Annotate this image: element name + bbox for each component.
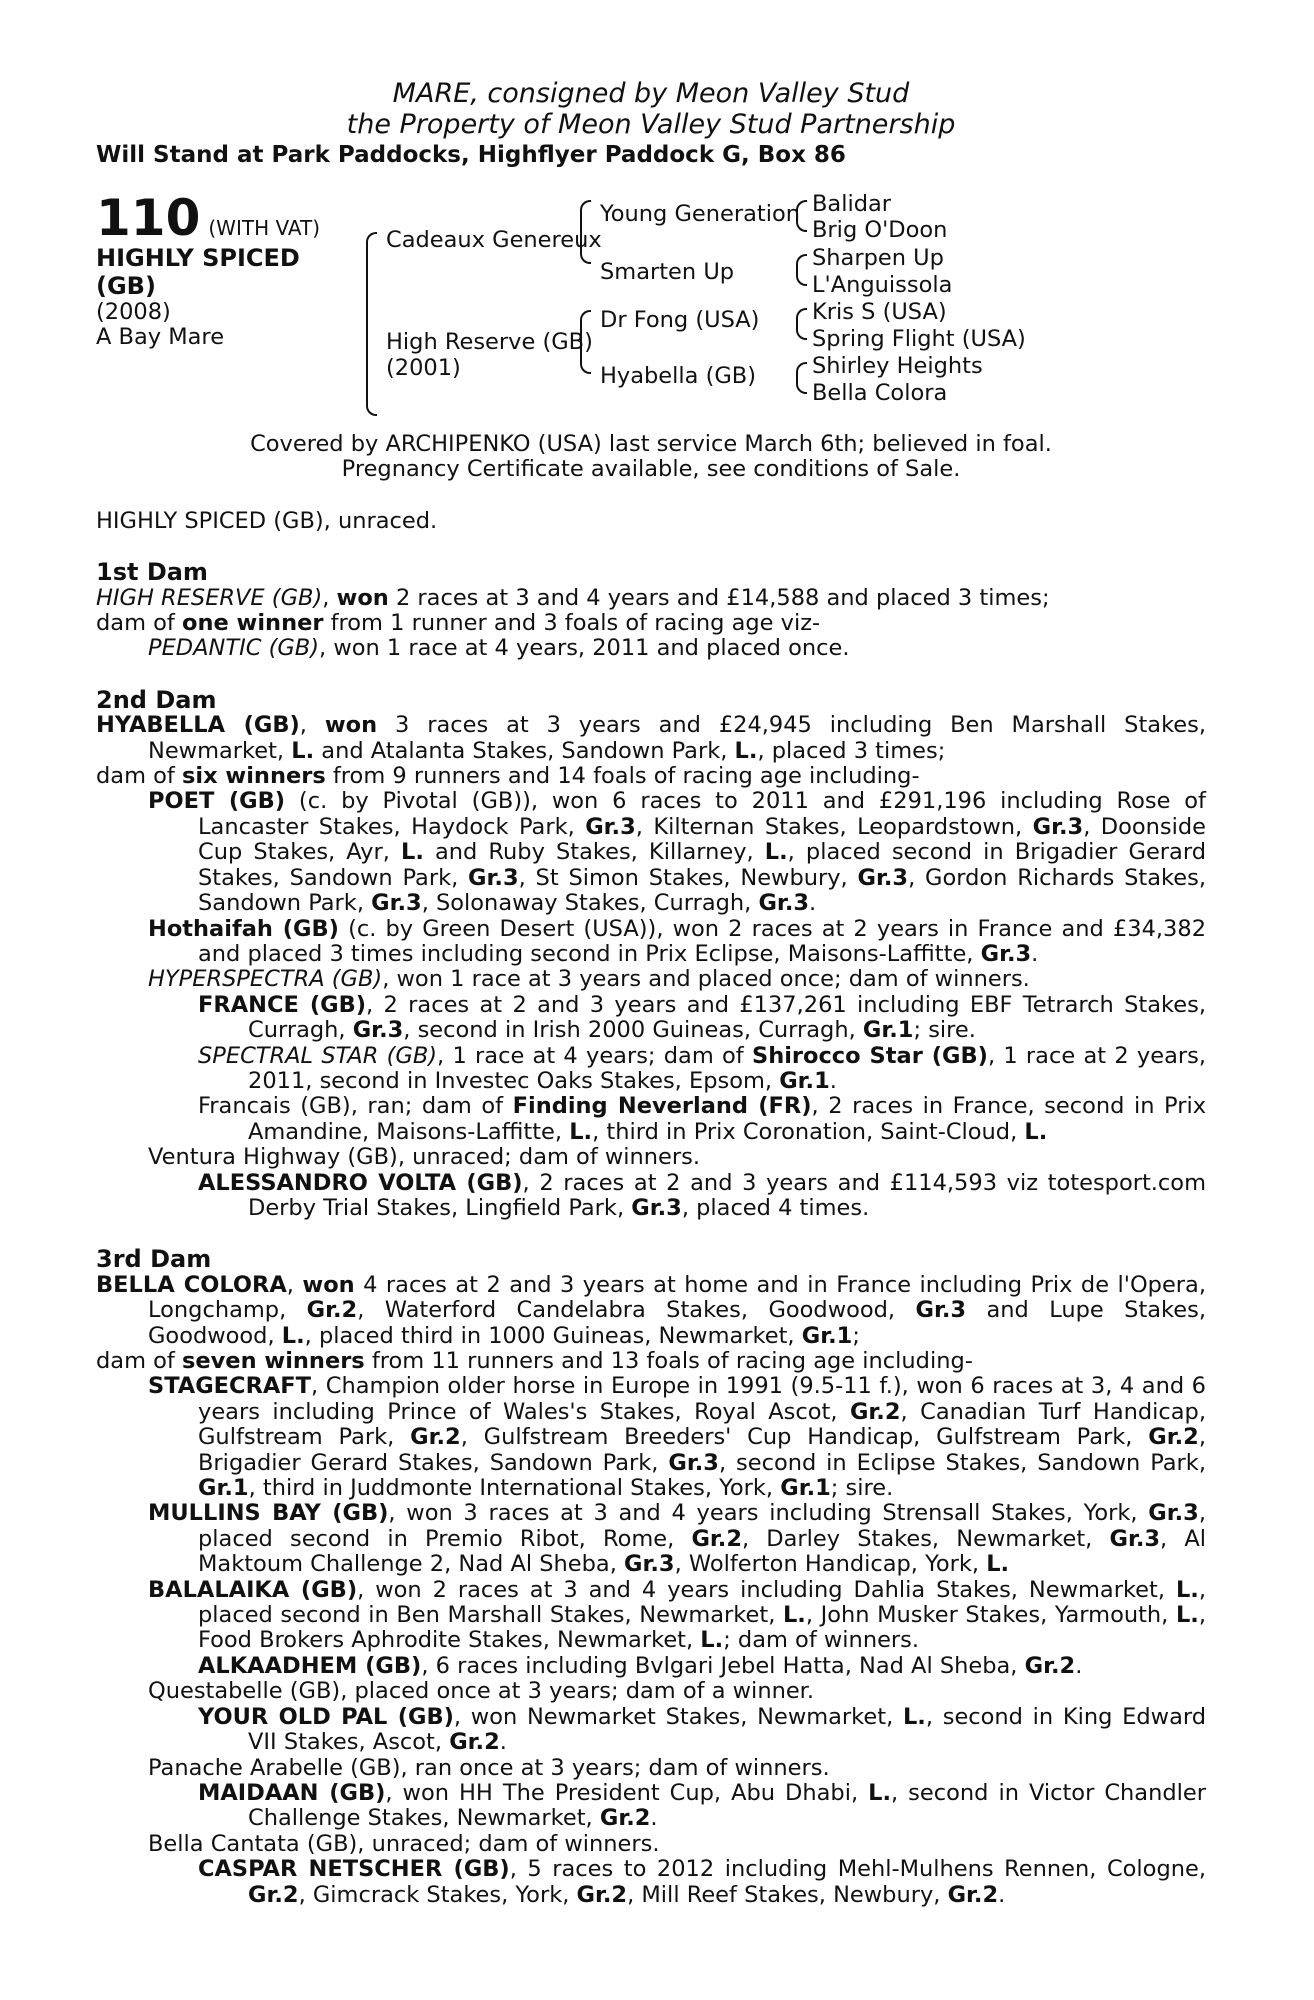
sd-sire: Sharpen Up — [812, 245, 944, 271]
first-dam-record: HIGH RESERVE (GB), won 2 races at 3 and 4 years and £14,588 and placed 3 times; — [96, 584, 1050, 611]
dam-sire: Dr Fong (USA) — [600, 307, 760, 333]
horse-description: A Bay Mare — [96, 324, 225, 351]
pedigree-brace-ss — [796, 200, 807, 232]
second-dam-section — [96, 685, 1207, 1222]
catalogue-page — [96, 78, 1206, 1908]
progeny-entry: POET (GB) (c. by Pivotal (GB)), won 6 races to 2011 and £291,196 including Rose of Lancaster Stakes, Haydock Park, Gr.3, Kilternan Stakes, Leopardstown, Gr.3, Doonside Cup Stakes, Ayr, L. and Ruby Stakes, Killarney, L., placed second in Brigadier Gerard Stakes, Sandown Park, Gr.3, St Simon Stakes, Newbury, Gr.3, Gordon Richards Stakes, Sandown Park, Gr.3, Solonaway Stakes, Curragh, Gr.3. — [148, 788, 1206, 917]
progeny-entry: Questabelle (GB), placed once at 3 years; dam of a winner. — [148, 1678, 815, 1705]
sd-dam: L'Anguissola — [812, 272, 953, 298]
property-line: the Property of Meon Valley Stud Partnership — [346, 109, 956, 140]
progeny-entry: Hothaifah (GB) (c. by Green Desert (USA)), won 2 races at 2 years in France and £34,382 and placed 3 times including second in Prix Eclipse, Maisons-Laffitte, Gr.3. — [148, 915, 1207, 967]
pedigree-brace-dd — [796, 362, 807, 394]
dd-sire: Shirley Heights — [812, 353, 983, 379]
pedigree-brace-sd — [796, 254, 807, 286]
second-dam-heading: 2nd Dam — [96, 685, 217, 714]
ss-sire: Balidar — [812, 191, 892, 217]
progeny-entry: Bella Cantata (GB), unraced; dam of winners. — [148, 1830, 660, 1857]
pedigree-brace-ds — [796, 308, 807, 340]
progeny-entry: HYPERSPECTRA (GB), won 1 race at 3 years and placed once; dam of winners. — [148, 966, 1030, 993]
dam-name: High Reserve (GB) — [386, 329, 593, 355]
lot-number: 110 — [96, 189, 201, 247]
progeny-entry: Panache Arabelle (GB), ran once at 3 years; dam of winners. — [148, 1754, 830, 1781]
pedigree-brace-sire — [580, 200, 591, 264]
third-dam-record: BELLA COLORA, won 4 races at 2 and 3 years at home and in France including Prix de l'Opera, Longchamp, Gr.2, Waterford Candelabra Stakes, Goodwood, Gr.3 and Lupe Stakes, Goodwood, L., placed third in 1000 Guineas, Newmarket, Gr.1; — [96, 1271, 1206, 1349]
ds-dam: Spring Flight (USA) — [812, 326, 1026, 352]
vat-label: (WITH VAT) — [208, 216, 321, 240]
pregnancy-line: Pregnancy Certificate available, see conditions of Sale. — [341, 456, 961, 483]
first-dam-section — [96, 560, 1206, 662]
ds-sire: Kris S (USA) — [812, 299, 947, 325]
grand-progeny-entry: ALKAADHEM (GB), 6 races including Bvlgari Jebel Hatta, Nad Al Sheba, Gr.2. — [198, 1652, 1083, 1679]
stabling-line: Will Stand at Park Paddocks, Highflyer Paddock G, Box 86 — [96, 142, 846, 168]
pedigree-brace-main — [366, 232, 377, 416]
third-dam-heading: 3rd Dam — [96, 1245, 212, 1274]
sire-sire: Young Generation — [600, 201, 800, 227]
horse-year: (2008) — [96, 299, 171, 325]
progeny-entry: BALALAIKA (GB), won 2 races at 3 and 4 years including Dahlia Stakes, Newmarket, L., placed second in Ben Marshall Stakes, Newmarket, L., John Musker Stakes, Yarmouth, L., Food Brokers Aphrodite Stakes, Newmarket, L.; dam of winners. — [148, 1576, 1206, 1654]
sire-name: Cadeaux Genereux — [386, 227, 602, 253]
progeny-entry: Ventura Highway (GB), unraced; dam of winners. — [148, 1144, 701, 1171]
dam-dam: Hyabella (GB) — [600, 363, 757, 389]
grand-progeny-entry: CASPAR NETSCHER (GB), 5 races to 2012 including Mehl-Mulhens Rennen, Cologne, Gr.2, Gimcrack Stakes, York, Gr.2, Mill Reef Stakes, Newbury, Gr.2. — [198, 1856, 1206, 1908]
grand-progeny-entry: YOUR OLD PAL (GB), won Newmarket Stakes, Newmarket, L., second in King Edward VII Stakes, Ascot, Gr.2. — [198, 1703, 1207, 1756]
horse-country: (GB) — [96, 272, 156, 300]
grand-progeny-entry: SPECTRAL STAR (GB), 1 race at 4 years; dam of Shirocco Star (GB), 1 race at 2 years, 2011, second in Investec Oaks Stakes, Epsom, Gr.1. — [198, 1042, 1206, 1094]
covered-line: Covered by ARCHIPENKO (USA) last service March 6th; believed in foal. — [250, 431, 1052, 457]
progeny-entry: PEDANTIC (GB), won 1 race at 4 years, 2011 and placed once. — [148, 635, 850, 662]
lot-info — [96, 189, 321, 351]
grand-progeny-entry: ALESSANDRO VOLTA (GB), 2 races at 2 and 3 years and £114,593 viz totesport.com Derby Trial Stakes, Lingfield Park, Gr.3, placed 4 times. — [198, 1169, 1206, 1221]
sire-dam: Smarten Up — [600, 259, 735, 285]
dd-dam: Bella Colora — [812, 380, 948, 406]
third-dam-section — [96, 1247, 1206, 1908]
pedigree-block — [96, 189, 1206, 430]
consignor-line: MARE, consigned by Meon Valley Stud — [392, 78, 910, 109]
horse-name: HIGHLY SPICED — [96, 244, 300, 272]
third-dam-produce: dam of seven winners from 11 runners and 13 foals of racing age including- — [96, 1348, 973, 1374]
ss-dam: Brig O'Doon — [812, 217, 948, 243]
progeny-entry: MULLINS BAY (GB), won 3 races at 3 and 4 years including Strensall Stakes, York, Gr.3, placed second in Premio Ribot, Rome, Gr.2, Darley Stakes, Newmarket, Gr.3, Al Maktoum Challenge 2, Nad Al Sheba, Gr.3, Wolferton Handicap, York, L. — [148, 1500, 1206, 1578]
grand-progeny-entry: FRANCE (GB), 2 races at 2 and 3 years and £137,261 including EBF Tetrarch Stakes, Curragh, Gr.3, second in Irish 2000 Guineas, Curragh, Gr.1; sire. — [198, 991, 1206, 1044]
first-dam-heading: 1st Dam — [96, 558, 208, 587]
dam-year: (2001) — [386, 355, 461, 381]
grand-progeny-entry: Francais (GB), ran; dam of Finding Neverland (FR), 2 races in France, second in Prix Amandine, Maisons-Laffitte, L., third in Prix Coronation, Saint-Cloud, L. — [198, 1093, 1207, 1145]
second-dam-produce: dam of six winners from 9 runners and 14 foals of racing age including- — [96, 763, 920, 790]
intro-line: HIGHLY SPICED (GB), unraced. — [96, 507, 438, 534]
second-dam-record: HYABELLA (GB), won 3 races at 3 years and £24,945 including Ben Marshall Stakes, Newmarket, L. and Atalanta Stakes, Sandown Park, L., placed 3 times; — [96, 712, 1207, 764]
first-dam-produce: dam of one winner from 1 runner and 3 foals of racing age viz- — [96, 610, 821, 637]
grand-progeny-entry: MAIDAAN (GB), won HH The President Cup, Abu Dhabi, L., second in Victor Chandler Challenge Stakes, Newmarket, Gr.2. — [198, 1779, 1206, 1832]
progeny-entry: STAGECRAFT, Champion older horse in Europe in 1991 (9.5-11 f.), won 6 races at 3, 4 and 6 years including Prince of Wales's Stakes, Royal Ascot, Gr.2, Canadian Turf Handicap, Gulfstream Park, Gr.2, Gulfstream Breeders' Cup Handicap, Gulfstream Park, Gr.2, Brigadier Gerard Stakes, Sandown Park, Gr.3, second in Eclipse Stakes, Sandown Park, Gr.1, third in Juddmonte International Stakes, York, Gr.1; sire. — [148, 1373, 1206, 1502]
pedigree-brace-dam — [580, 310, 591, 374]
